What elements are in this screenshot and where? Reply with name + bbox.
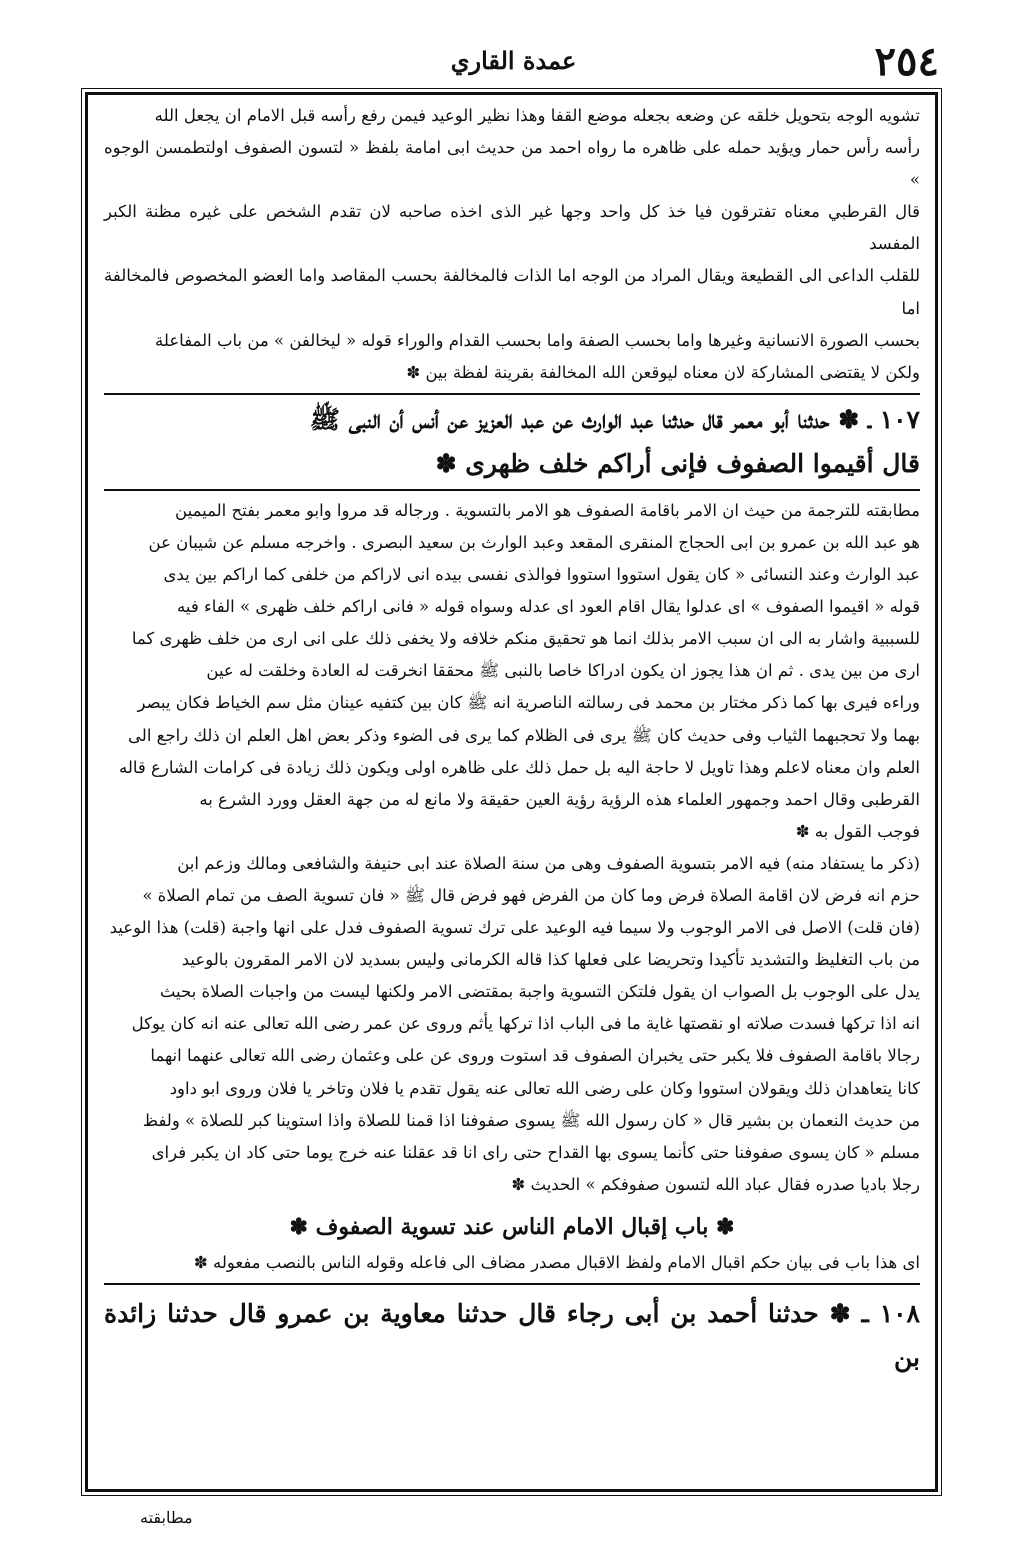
text-line: قال القرطبي معناه تفترقون فيا خذ كل واحد وجها غير الذى اخذه صاحبه لان تقدم الشخص على غيره مظنة الكبر المفسد <box>104 202 920 254</box>
text-line: من باب التغليظ والتشديد تأكيدا وتحريضا على فعلها كذا قاله الكرمانى وليس بسديد لان الامر المقرون بالوعيد <box>181 950 920 970</box>
text-line: (ذكر ما يستفاد منه) فيه الامر بتسوية الصفوف وهى من سنة الصلاة عند ابى حنيفة والشافعى ومالك وزعم ابن <box>177 853 920 873</box>
text-line: وراءه فيرى بها كما ذكر مختار بن محمد فى رسالته الناصرية انه ﷺ كان بين كتفيه عينان مثل سم الخياط فكان يبصر <box>137 693 920 713</box>
text-line: القرطبى وقال احمد وجمهور العلماء هذه الرؤية رؤية العين حقيقة ولا مانع له من جهة العقل وورد الشرع به <box>199 789 920 809</box>
text-line: عبد الوارث وعند النسائى « كان يقول استووا استووا فوالذى نفسى بيده انى لاراكم من خلفى كما اراكم بين يدى <box>163 565 920 585</box>
text-line: رأسه رأس حمار ويؤيد حمله على ظاهره ما رواه احمد من حديث ابى امامة بلفظ « لتسون الصفوف اولتطمسن الوجوه » <box>104 138 920 190</box>
hadith-107 <box>104 393 920 491</box>
text-line: فوجب القول به ✽ <box>795 821 920 841</box>
text-line: حزم انه فرض لان اقامة الصلاة فرض وما كان من الفرض فهو فرض قال ﷺ « فان تسوية الصف من تمام الصلاة » <box>142 885 920 905</box>
text-line: يدل على الوجوب بل الصواب ان يقول فلتكن التسوية واجبة بمقتضى الامر ولكنها ليست من واجبات الصلاة بحيث <box>159 982 920 1002</box>
hadith-108: ١٠٨ ـ ✽ حدثنا أحمد بن أبى رجاء قال حدثنا معاوية بن عمرو قال حدثنا زائدة بن <box>104 1299 920 1372</box>
text-line: العلم وان معناه لاعلم وهذا تاويل لا حاجة اليه بل حمل ذلك على ظاهره اولى ويكون ذلك زيادة فى كرامات الشارع قاله <box>118 757 920 777</box>
text-line: بهما ولا تحجبهما الثياب وفى حديث كان ﷺ يرى فى الظلام كما يرى فى الضوء وذكر بعض اهل العلم ان ذلك راجع الى <box>128 725 920 745</box>
text-line: بحسب الصورة الانسانية وغيرها واما بحسب الصفة واما بحسب القدام والوراء قوله « ليخالفن » من باب المفاعلة <box>155 330 920 350</box>
text-line: (فان قلت) الاصل فى الامر الوجوب ولا سيما فيه الوعيد على ترك تسوية الصفوف فدل على انها واجبة (قلت) هذا الوعيد <box>109 918 920 938</box>
catchword: مطابقته <box>140 1508 193 1527</box>
page-body <box>104 100 920 1387</box>
text-line: من حديث النعمان بن بشير قال « كان رسول الله ﷺ يسوى صفوفنا اذا قمنا للصلاة واذا استوينا كبر للصلاة » ولفظ <box>142 1110 920 1130</box>
text-line: قوله « اقيموا الصفوف » اى عدلوا يقال اقام العود اى عدله وسواه قوله « فانى اراكم خلف ظهرى » الفاء فيه <box>177 597 920 617</box>
chapter-heading: ✽ باب إقبال الامام الناس عند تسوية الصفوف ✽ <box>289 1213 735 1240</box>
hadith-107-line-1: ١٠٧ ـ ✽ حدثنا أبو معمر قال حدثنا عبد الوارث عن عبد العزيز عن أنس أن النبى ﷺ <box>309 404 920 434</box>
text-line: تشويه الوجه بتحويل خلقه عن وضعه بجعله موضع القفا وهذا نظير الوعيد فيمن رفع رأسه قبل الامام ان يجعل الله <box>154 106 920 125</box>
text-line: مطابقته للترجمة من حيث ان الامر باقامة الصفوف هو الامر بالتسوية . ورجاله قد مروا وابو معمر بفتح الميمين <box>175 500 920 520</box>
text-line: كانا يتعاهدان ذلك ويقولان استووا وكان على رضى الله تعالى عنه يقول تقدم يا فلان وتاخر يا فلان وروى ابو داود <box>169 1078 920 1098</box>
page-number: ٢٥٤ <box>874 38 939 85</box>
text-line: للقلب الداعى الى القطيعة ويقال المراد من الوجه اما الذات فالمخالفة بحسب المقاصد واما العضو المخصوص فالمخالفة اما <box>104 266 920 318</box>
text-line: مسلم « كان يسوى صفوفنا حتى كأنما يسوى بها القداح حتى راى انا قد عقلنا عنه خرج يوما حتى كاد ان يكبر فراى <box>151 1142 920 1162</box>
text-line: انه اذا تركها فسدت صلاته او نقصتها غاية ما فى الباب اذا تركها يأثم وروى عن عمر رضى الله تعالى عنه انه كان يوكل <box>131 1014 920 1034</box>
text-line: ارى من بين يدى . ثم ان هذا يجوز ان يكون ادراكا خاصا بالنبى ﷺ محققا انخرقت له العادة وخلقت له عين <box>206 661 920 681</box>
text-line: للسببية واشار به الى ان سبب الامر بذلك انما هو تحقيق منكم خلافه ولا يخفى ذلك على انى ارى من خلف ظهرى كما <box>131 629 920 649</box>
hadith-107-line-2: قال أقيموا الصفوف فإنى أراكم خلف ظهرى ✽ <box>435 448 920 478</box>
text-line: رجالا باقامة الصفوف فلا يكبر حتى يخبران الصفوف قد استوت وروى عن على وعثمان رضى الله تعالى عنهما انهما <box>150 1046 920 1066</box>
running-title: عمدة القاري <box>450 46 577 75</box>
page-header <box>0 38 1027 94</box>
text-line: رجلا باديا صدره فقال عباد الله لتسون صفوفكم » الحديث ✽ <box>511 1174 920 1194</box>
text-line: هو عبد الله بن عمرو بن ابى الحجاج المنقرى المقعد وعبد الوارث بن سعيد البصرى . واخرجه مسلم عن شيبان عن <box>148 532 920 552</box>
text-line: اى هذا باب فى بيان حكم اقبال الامام ولفظ الاقبال مصدر مضاف الى فاعله وقوله الناس بالنصب مفعوله ✽ <box>104 1247 920 1285</box>
text-line: ولكن لا يقتضى المشاركة لان معناه ليوقعن الله المخالفة بقرينة لفظة بين ✽ <box>406 362 920 382</box>
